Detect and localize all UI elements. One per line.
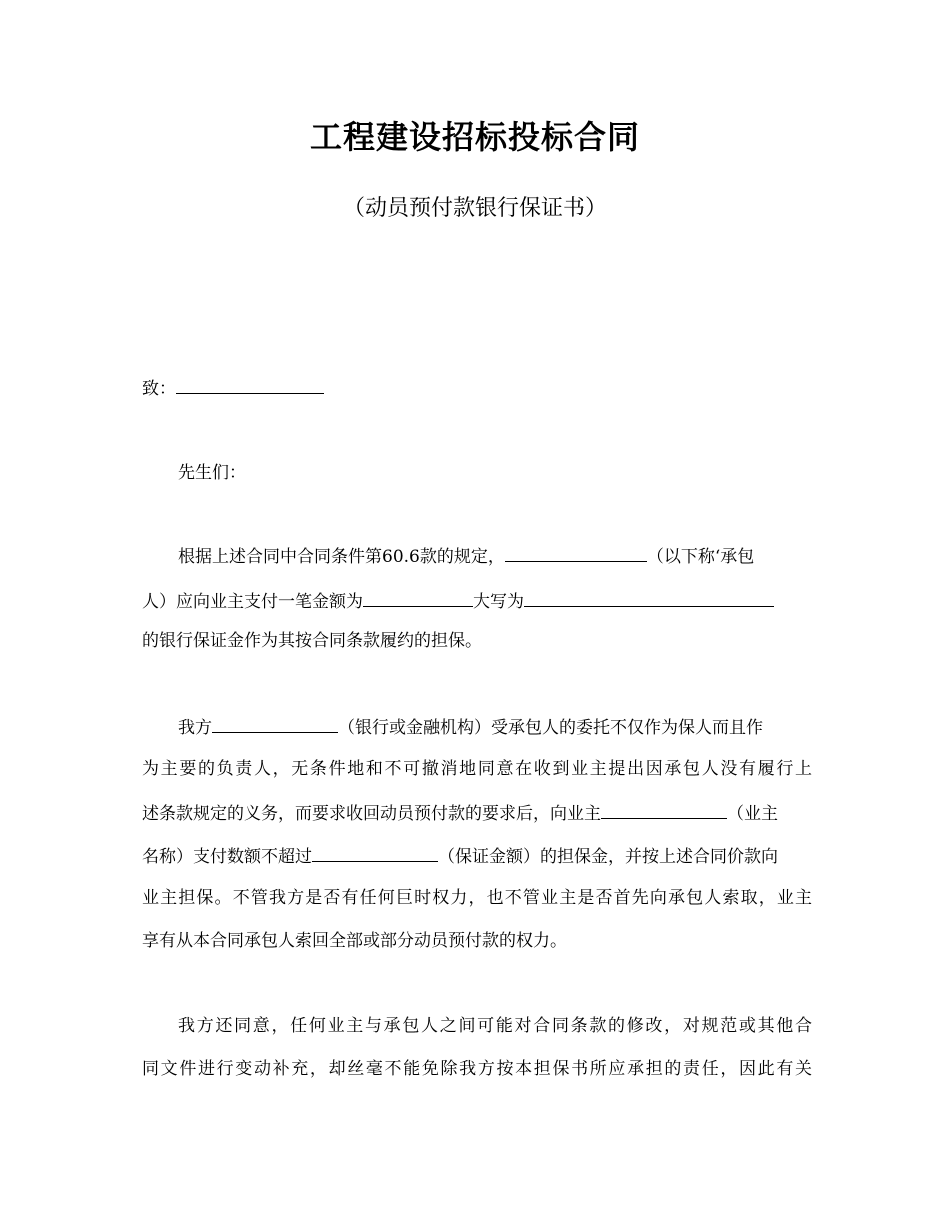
p2-line-5: 业主担保。不管我方是否有任何巨时权力，也不管业主是否首先向承包人索取，业主 xyxy=(142,888,812,908)
to-label: 致： xyxy=(142,379,176,399)
p2-text: 我方 xyxy=(178,718,212,738)
p2-text: （业主 xyxy=(727,804,778,824)
p1-text: 人）应向业主支付一笔金额为 xyxy=(142,592,363,612)
p2-line-1 xyxy=(142,714,812,740)
bank-name-blank xyxy=(212,714,338,733)
p1-text: 根据上述合同中合同条件第60.6款的规定， xyxy=(178,547,505,567)
p2-text: （保证金额）的担保金，并按上述合同价款向 xyxy=(438,847,778,867)
recipient-line xyxy=(142,375,812,401)
p1-line-1 xyxy=(142,543,812,569)
p1-line-3: 的银行保证金作为其按合同条款履约的担保。 xyxy=(142,631,482,651)
recipient-blank xyxy=(176,375,324,394)
p3-line-2: 同文件进行变动补充，却丝毫不能免除我方按本担保书所应承担的责任，因此有关 xyxy=(142,1059,812,1079)
document-subtitle: （动员预付款银行保证书） xyxy=(342,196,607,221)
p2-line-4 xyxy=(142,843,812,869)
salutation: 先生们： xyxy=(178,463,246,483)
guarantee-amount-blank xyxy=(312,843,438,862)
p2-line-3 xyxy=(142,800,812,826)
p2-text: （银行或金融机构）受承包人的委托不仅作为保人而且作 xyxy=(338,718,763,738)
p2-line-6: 享有从本合同承包人索回全部或部分动员预付款的权力。 xyxy=(142,931,567,951)
amount-words-blank xyxy=(524,588,774,607)
p3-line-1: 我方还同意，任何业主与承包人之间可能对合同条款的修改，对规范或其他合 xyxy=(178,1016,812,1036)
p1-text: 大写为 xyxy=(473,592,524,612)
p2-line-2: 为主要的负责人，无条件地和不可撤消地同意在收到业主提出因承包人没有履行上 xyxy=(142,759,812,779)
owner-name-blank xyxy=(601,800,727,819)
p1-text: （以下称‘承包 xyxy=(646,547,755,567)
amount-blank xyxy=(363,588,473,607)
p1-line-2 xyxy=(142,588,812,614)
p2-text: 名称）支付数额不超过 xyxy=(142,847,312,867)
p2-text: 述条款规定的义务，而要求收回动员预付款的要求后，向业主 xyxy=(142,804,601,824)
contractor-name-blank xyxy=(505,543,647,562)
document-title: 工程建设招标投标合同 xyxy=(309,118,640,156)
